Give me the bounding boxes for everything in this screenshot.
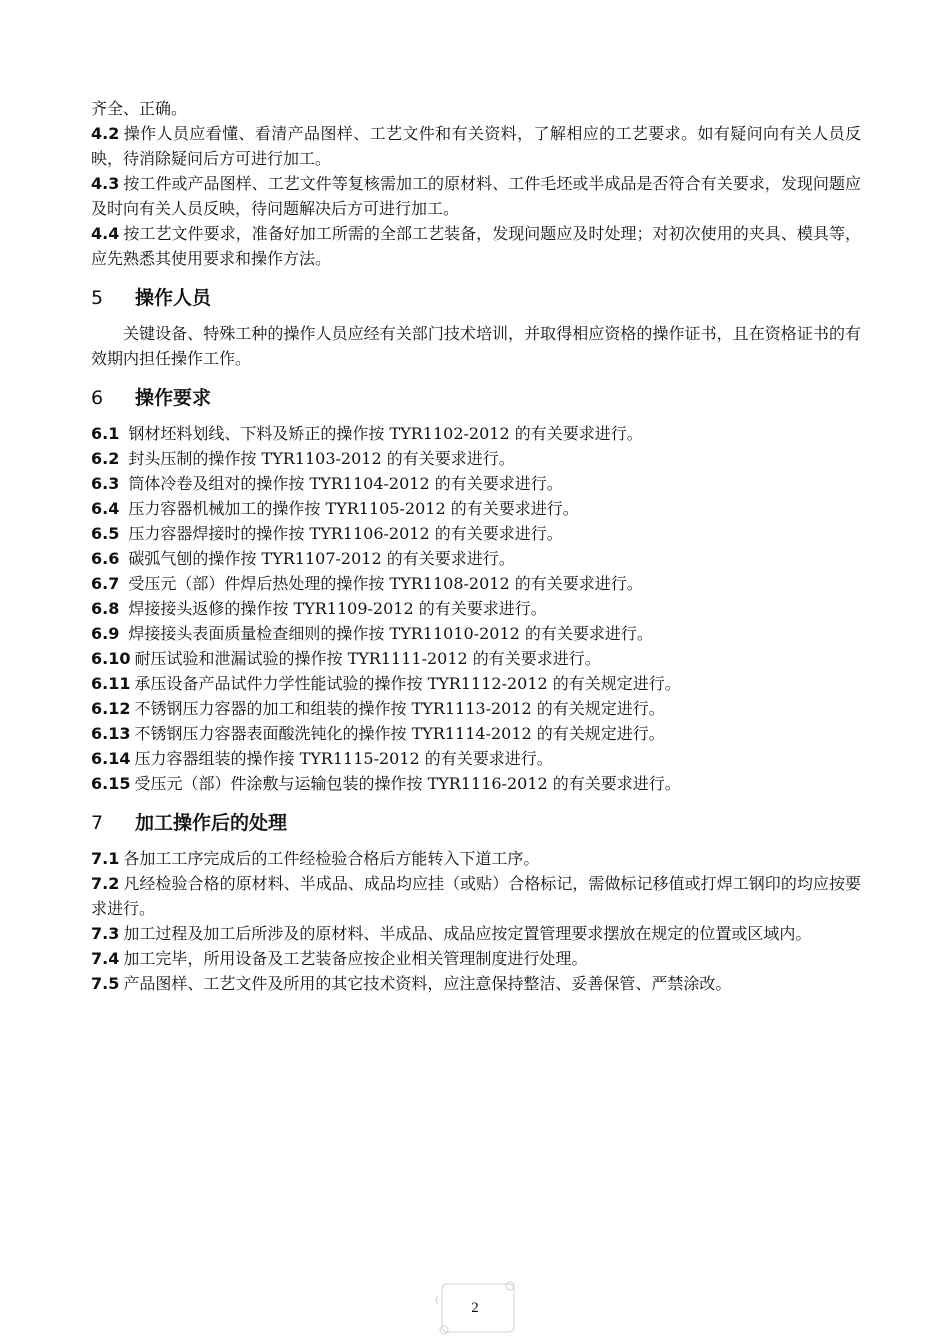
clause-text: 加工完毕，所用设备及工艺装备应按企业相关管理制度进行处理。 [123, 949, 588, 968]
document-page [91, 96, 861, 996]
clause-text: 压力容器机械加工的操作按 TYR1105-2012 的有关要求进行。 [123, 499, 579, 518]
clause-number: 7.1 [91, 849, 120, 868]
clause-6-12 [91, 696, 861, 721]
page-number: 2 [471, 1300, 479, 1316]
clause-text: 各加工工序完成后的工件经检验合格后方能转入下道工序。 [123, 849, 540, 868]
clause-text: 钢材坯料划线、下料及矫正的操作按 TYR1102-2012 的有关要求进行。 [123, 424, 643, 443]
clause-7-4 [91, 946, 861, 971]
clause-4-3 [91, 171, 861, 221]
clause-text: 产品图样、工艺文件及所用的其它技术资料，应注意保持整洁、妥善保管、严禁涂改。 [123, 974, 732, 993]
clause-number: 6.4 [91, 499, 120, 518]
clause-number: 4.4 [91, 224, 120, 243]
clause-number: 7.2 [91, 874, 120, 893]
clause-4-2 [91, 121, 861, 171]
clause-6-3 [91, 471, 861, 496]
clause-6-10 [91, 646, 861, 671]
clause-7-2 [91, 871, 861, 921]
clause-6-4 [91, 496, 861, 521]
clause-number: 6.2 [91, 449, 120, 468]
clause-text: 按工件或产品图样、工艺文件等复核需加工的原材料、工件毛坯或半成品是否符合有关要求，发现问题应及时向有关人员反映，待问题解决后方可进行加工。 [91, 174, 861, 218]
section-title: 加工操作后的处理 [135, 812, 288, 834]
clause-text: 封头压制的操作按 TYR1103-2012 的有关要求进行。 [123, 449, 515, 468]
clause-text: 加工过程及加工后所涉及的原材料、半成品、成品应按定置管理要求摆放在规定的位置或区域内。 [123, 924, 812, 943]
clause-text: 压力容器组装的操作接 TYR1115-2012 的有关要求进行。 [134, 749, 553, 768]
clause-6-9 [91, 621, 861, 646]
clause-6-5 [91, 521, 861, 546]
clause-text: 凡经检验合格的原材料、半成品、成品均应挂（或贴）合格标记，需做标记移值或打焊工钢印的均应按要求进行。 [91, 874, 861, 918]
page-footer [430, 1276, 520, 1340]
clause-number: 6.5 [91, 524, 120, 543]
clause-4-4 [91, 221, 861, 271]
clause-number: 6.12 [91, 699, 131, 718]
clause-text: 碳弧气刨的操作按 TYR1107-2012 的有关要求进行。 [123, 549, 515, 568]
clause-number: 6.11 [91, 674, 131, 693]
clause-number: 6.6 [91, 549, 120, 568]
clause-number: 7.3 [91, 924, 120, 943]
clause-text: 焊接接头返修的操作按 TYR1109-2012 的有关要求进行。 [123, 599, 547, 618]
clause-text: 受压元（部）件焊后热处理的操作按 TYR1108-2012 的有关要求进行。 [123, 574, 643, 593]
clause-text: 筒体冷卷及组对的操作按 TYR1104-2012 的有关要求进行。 [123, 474, 563, 493]
clause-text: 不锈钢压力容器表面酸洗钝化的操作按 TYR1114-2012 的有关规定进行。 [134, 724, 665, 743]
section-number: 5 [91, 287, 104, 309]
clause-number: 6.1 [91, 424, 120, 443]
clause-number: 6.8 [91, 599, 120, 618]
clause-number: 6.3 [91, 474, 120, 493]
clause-number: 6.7 [91, 574, 120, 593]
clause-6-1 [91, 421, 861, 446]
clause-text: 按工艺文件要求，准备好加工所需的全部工艺装备，发现问题应及时处理；对初次使用的夹具、模具等，应先熟悉其使用要求和操作方法。 [91, 224, 861, 268]
clause-text: 不锈钢压力容器的加工和组装的操作按 TYR1113-2012 的有关规定进行。 [134, 699, 665, 718]
section-5-heading [91, 285, 861, 311]
clause-number: 6.10 [91, 649, 131, 668]
clause-number: 4.2 [91, 124, 120, 143]
clause-7-3 [91, 921, 861, 946]
clause-number: 6.14 [91, 749, 131, 768]
clause-number: 6.9 [91, 624, 120, 643]
clause-6-7 [91, 571, 861, 596]
clause-6-11 [91, 671, 861, 696]
clause-number: 4.3 [91, 174, 120, 193]
section-number: 7 [91, 812, 104, 834]
section-title: 操作人员 [135, 287, 212, 309]
clause-text: 承压设备产品试件力学性能试验的操作按 TYR1112-2012 的有关规定进行。 [134, 674, 681, 693]
clause-7-1 [91, 846, 861, 871]
clause-text: 压力容器焊接时的操作按 TYR1106-2012 的有关要求进行。 [123, 524, 563, 543]
clause-text: 耐压试验和泄漏试验的操作按 TYR1111-2012 的有关要求进行。 [134, 649, 601, 668]
section-5-body: 关键设备、特殊工种的操作人员应经有关部门技术培训，并取得相应资格的操作证书，且在资格证书的有效期内担任操作工作。 [91, 324, 861, 368]
clause-number: 7.4 [91, 949, 120, 968]
clause-text: 操作人员应看懂、看清产品图样、工艺文件和有关资料，了解相应的工艺要求。如有疑问向有关人员反映，待消除疑问后方可进行加工。 [91, 124, 861, 168]
clause-text: 受压元（部）件涂敷与运输包装的操作按 TYR1116-2012 的有关要求进行。 [134, 774, 681, 793]
section-6-heading [91, 385, 861, 411]
clause-number: 6.15 [91, 774, 131, 793]
section-7-heading [91, 810, 861, 836]
clause-6-8 [91, 596, 861, 621]
clause-number: 7.5 [91, 974, 120, 993]
clause-6-2 [91, 446, 861, 471]
clause-number: 6.13 [91, 724, 131, 743]
clause-7-5 [91, 971, 861, 996]
clause-6-15 [91, 771, 861, 796]
clause-6-6 [91, 546, 861, 571]
section-number: 6 [91, 387, 104, 409]
clause-6-13 [91, 721, 861, 746]
clause-6-14 [91, 746, 861, 771]
top-continuation: 齐全、正确。 [91, 99, 188, 118]
clause-text: 焊接接头表面质量检查细则的操作按 TYR11010-2012 的有关要求进行。 [123, 624, 653, 643]
section-title: 操作要求 [135, 387, 212, 409]
